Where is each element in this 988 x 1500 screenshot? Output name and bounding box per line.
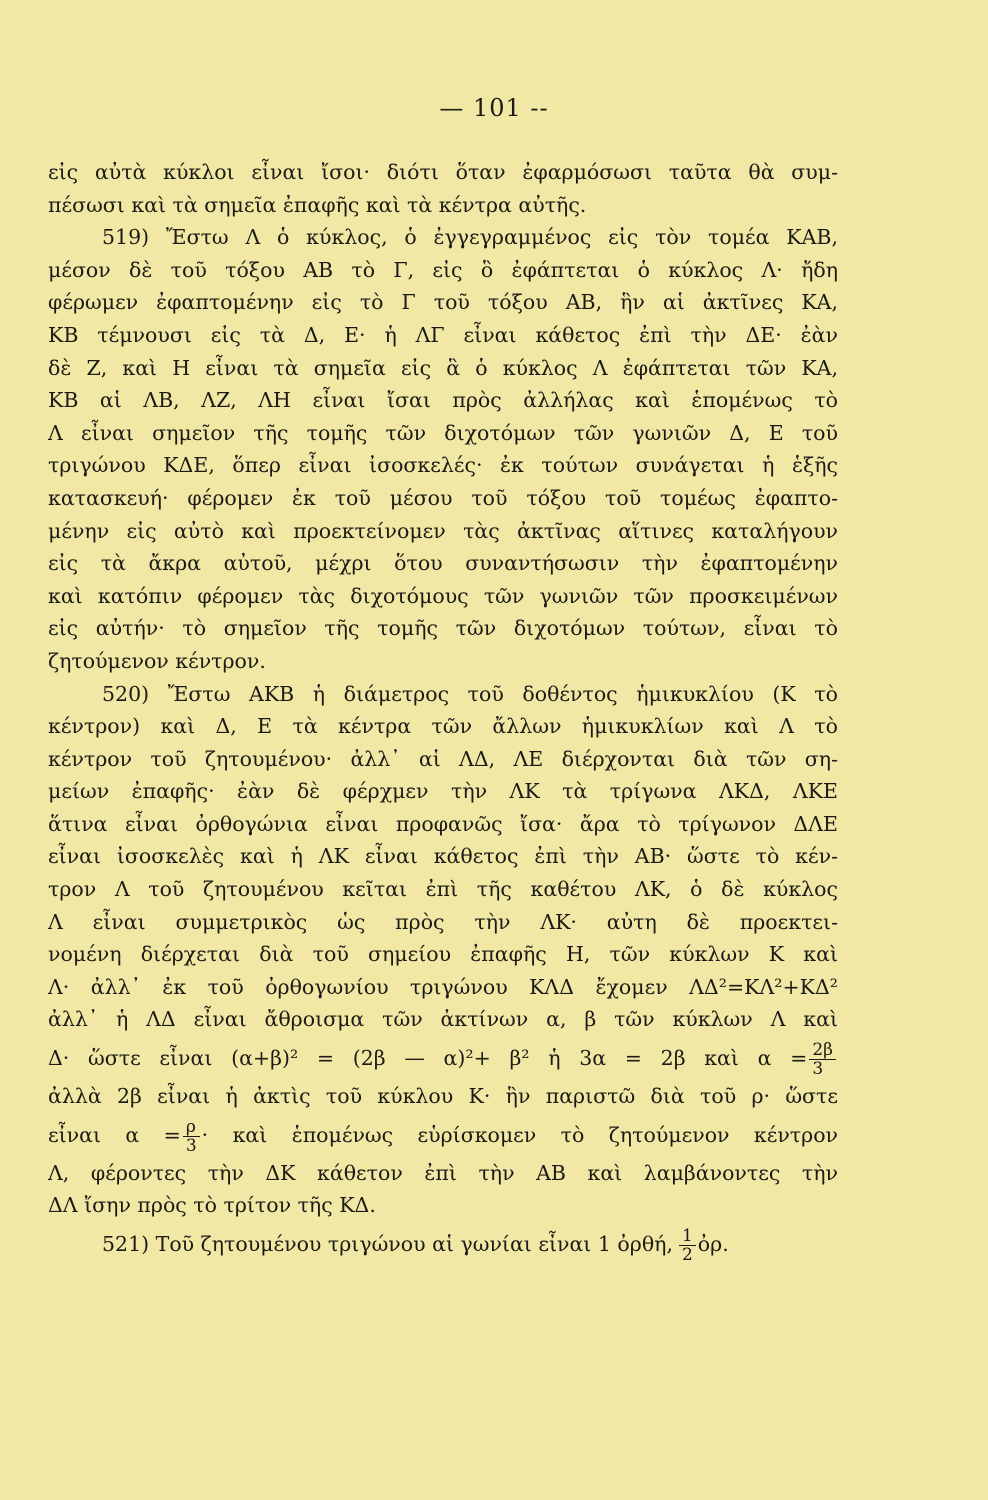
- equation-text: Δ· ὥστε εἶναι (α+β)² = (2β — α)²+ β² ἡ 3α = 2β καὶ α =: [48, 1046, 808, 1071]
- page-number: — 101 --: [439, 94, 549, 122]
- text-line: κέντρον) καὶ Δ, Ε τὰ κέντρα τῶν ἄλλων ἡμικυκλίων καὶ Λ τὸ: [48, 714, 838, 739]
- body-text: [48, 156, 838, 1266]
- text-line: ζητούμενον κέντρον.: [48, 648, 266, 673]
- text-line: φέρωμεν ἐφαπτομένην εἰς τὸ Γ τοῦ τόξου ΑΒ, ἣν αἱ ἀκτῖνες ΚΑ,: [48, 290, 838, 315]
- text-line: εἶναι ἰσοσκελὲς καὶ ἡ ΛΚ εἶναι κάθετος ἐπὶ τὴν ΑΒ· ὥστε τὸ κέν-: [48, 844, 838, 869]
- fraction: [809, 1041, 836, 1078]
- fraction: [183, 1118, 200, 1155]
- text-line: νομένη διέρχεται διὰ τοῦ σημείου ἐπαφῆς Η, τῶν κύκλων Κ καὶ: [48, 942, 838, 967]
- paragraph-520-start: 520) Ἔστω ΑΚΒ ἡ διάμετρος τοῦ δοθέντος ἡμικυκλίου (Κ τὸ: [102, 681, 838, 706]
- equation-line: [48, 1113, 838, 1157]
- text-line: εἰς αὐτὰ κύκλοι εἶναι ἴσοι· διότι ὅταν ἐφαρμόσωσι ταῦτα θὰ συμ-: [48, 160, 838, 184]
- fraction-numerator: 1: [679, 1227, 696, 1246]
- equation-suffix: · καὶ ἑπομένως εὑρίσκομεν τὸ ζητούμενον κέντρον: [201, 1122, 838, 1147]
- text-line: Λ εἶναι συμμετρικὸς ὡς πρὸς τὴν ΛΚ· αὐτη δὲ προεκτει-: [48, 909, 838, 934]
- equation-line: [48, 1036, 838, 1080]
- text-line: μείων ἐπαφῆς· ἐὰν δὲ φέρχμεν τὴν ΛΚ τὰ τρίγωνα ΛΚΔ, ΛΚΕ: [48, 779, 838, 804]
- text-line: Λ, φέροντες τὴν ΔΚ κάθετον ἐπὶ τὴν ΑΒ καὶ λαμβάνοντες τὴν: [48, 1160, 838, 1185]
- text-line: μέσον δὲ τοῦ τόξου ΑΒ τὸ Γ, εἰς ὃ ἐφάπτεται ὁ κύκλος Λ· ἤδη: [48, 257, 838, 282]
- text-line: τριγώνου ΚΔΕ, ὅπερ εἶναι ἰσοσκελές· ἐκ τούτων συνάγεται ἡ ἑξῆς: [48, 453, 838, 478]
- paragraph-521-start: [48, 1222, 838, 1266]
- text-line: κέντρον τοῦ ζητουμένου· ἀλλ᾽ αἱ ΛΔ, ΛΕ διέρχονται διὰ τῶν ση-: [48, 746, 838, 771]
- text-line: Λ εἶναι σημεῖον τῆς τομῆς τῶν διχοτόμων τῶν γωνιῶν Δ, Ε τοῦ: [48, 420, 838, 445]
- text-line: εἰς τὰ ἄκρα αὐτοῦ, μέχρι ὅτου συναντήσωσιν τὴν ἐφαπτομένην: [48, 551, 838, 576]
- fraction-denominator: 3: [185, 1135, 197, 1156]
- text-line: ΚΒ αἱ ΛΒ, ΛΖ, ΛΗ εἶναι ἴσαι πρὸς ἀλλήλας καὶ ἑπομένως τὸ: [48, 388, 838, 413]
- fraction-numerator: 2β: [809, 1041, 836, 1060]
- text-line: ἅτινα εἶναι ὀρθογώνια εἶναι προφανῶς ἴσα· ἄρα τὸ τρίγωνον ΔΛΕ: [48, 811, 838, 836]
- fraction-denominator: 2: [681, 1244, 693, 1265]
- fraction-numerator: ρ: [183, 1118, 200, 1137]
- text-line: Λ· ἀλλ᾽ ἐκ τοῦ ὀρθογωνίου τριγώνου ΚΛΔ ἔχομεν ΛΔ²=ΚΛ²+ΚΔ²: [48, 974, 838, 999]
- equation-suffix: ὀρ.: [697, 1231, 729, 1256]
- text-line: ΔΛ ἴσην πρὸς τὸ τρίτον τῆς ΚΔ.: [48, 1193, 376, 1218]
- text-line: εἰς αὐτήν· τὸ σημεῖον τῆς τομῆς τῶν διχοτόμων τούτων, εἶναι τὸ: [48, 616, 838, 641]
- text-line: ἀλλὰ 2β εἶναι ἡ ἀκτὶς τοῦ κύκλου Κ· ἣν παριστῶ διὰ τοῦ ρ· ὥστε: [48, 1084, 838, 1109]
- paragraph-519-start: 519) Ἔστω Λ ὁ κύκλος, ὁ ἐγγεγραμμένος εἰς τὸν τομέα ΚΑΒ,: [102, 225, 838, 250]
- text-line: δὲ Ζ, καὶ Η εἶναι τὰ σημεῖα εἰς ἃ ὁ κύκλος Λ ἐφάπτεται τῶν ΚΑ,: [48, 355, 838, 380]
- text-line: μένην εἰς αὐτὸ καὶ προεκτείνομεν τὰς ἀκτῖνας αἵτινες καταλήγουν: [48, 518, 838, 543]
- text-line: κατασκευή· φέρομεν ἐκ τοῦ μέσου τοῦ τόξου τοῦ τομέως ἐφαπτο-: [48, 485, 838, 510]
- text-line: τρον Λ τοῦ ζητουμένου κεῖται ἐπὶ τῆς καθέτου ΛΚ, ὁ δὲ κύκλος: [48, 877, 838, 902]
- fraction: [679, 1227, 696, 1264]
- text-line: ἀλλ᾽ ἡ ΛΔ εἶναι ἄθροισμα τῶν ἀκτίνων α, β τῶν κύκλων Λ καὶ: [48, 1007, 838, 1032]
- equation-prefix: 521) Τοῦ ζητουμένου τριγώνου αἱ γωνίαι εἶναι 1 ὀρθή,: [102, 1231, 673, 1256]
- text-line: πέσωσι καὶ τὰ σημεῖα ἐπαφῆς καὶ τὰ κέντρα αὐτῆς.: [48, 192, 587, 217]
- text-line: ΚΒ τέμνουσι εἰς τὰ Δ, Ε· ἡ ΛΓ εἶναι κάθετος ἐπὶ τὴν ΔΕ· ἐὰν: [48, 322, 838, 347]
- text-line: καὶ κατόπιν φέρομεν τὰς διχοτόμους τῶν γωνιῶν τῶν προσκειμένων: [48, 583, 838, 608]
- equation-prefix: εἶναι α =: [48, 1122, 181, 1147]
- fraction-denominator: 3: [812, 1059, 824, 1080]
